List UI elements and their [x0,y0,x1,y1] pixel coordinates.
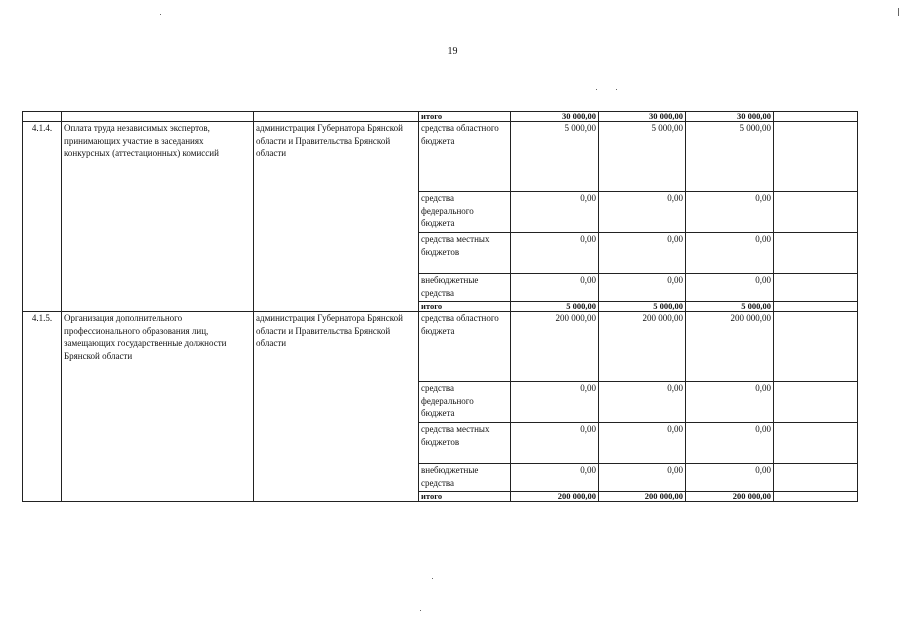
value-cell: 5 000,00 [511,302,599,312]
blank-cell [774,192,858,233]
name-cell [62,112,254,122]
value-cell: 200 000,00 [686,492,774,502]
value-cell: 0,00 [511,192,599,233]
blank-cell [774,382,858,423]
source-cell: средства местных бюджетов [419,233,511,274]
value-cell: 0,00 [686,382,774,423]
value-cell: 0,00 [511,464,599,492]
value-cell: 5 000,00 [511,122,599,192]
source-cell: средства федерального бюджета [419,192,511,233]
budget-table [22,111,858,502]
blank-cell [774,492,858,502]
item-executor: администрация Губернатора Брянской области и Правительства Брянской области [254,312,419,502]
page-number: 19 [447,46,458,57]
value-cell: 0,00 [599,233,686,274]
scan-speck [432,578,433,579]
value-cell: 0,00 [686,423,774,464]
value-cell: 200 000,00 [511,312,599,382]
source-cell: средства областного бюджета [419,312,511,382]
source-cell: внебюджетные средства [419,464,511,492]
value-cell: 0,00 [686,274,774,302]
scan-speck [420,610,421,611]
value-cell: 200 000,00 [686,312,774,382]
item-name: Оплата труда независимых экспертов, принимающих участие в заседаниях конкурсных (аттестационных) комиссий [62,122,254,312]
source-cell: итого [419,302,511,312]
scan-speck [898,8,899,16]
code-cell [23,112,62,122]
scan-speck [616,89,617,90]
item-name: Организация дополнительного профессионального образования лиц, замещающих государственные должности Брянской области [62,312,254,502]
table-row [23,122,858,192]
blank-cell [774,122,858,192]
table-row [23,312,858,382]
value-cell: 0,00 [511,233,599,274]
value-cell: 0,00 [599,382,686,423]
value-cell: 0,00 [511,274,599,302]
value-cell: 200 000,00 [599,492,686,502]
value-cell: 30 000,00 [599,112,686,122]
value-cell: 0,00 [511,423,599,464]
value-cell: 200 000,00 [511,492,599,502]
source-cell: средства областного бюджета [419,122,511,192]
value-cell: 30 000,00 [511,112,599,122]
blank-cell [774,112,858,122]
blank-cell [774,233,858,274]
item-code: 4.1.5. [23,312,62,502]
table-row-top-total [23,112,858,122]
value-cell: 5 000,00 [599,302,686,312]
value-cell: 0,00 [511,382,599,423]
value-cell: 5 000,00 [686,302,774,312]
value-cell: 0,00 [599,464,686,492]
value-cell: 0,00 [599,192,686,233]
source-cell: итого [419,492,511,502]
value-cell: 5 000,00 [686,122,774,192]
value-cell: 0,00 [599,274,686,302]
blank-cell [774,312,858,382]
blank-cell [774,423,858,464]
value-cell: 0,00 [599,423,686,464]
value-cell: 0,00 [686,233,774,274]
source-cell: итого [419,112,511,122]
source-cell: внебюджетные средства [419,274,511,302]
scan-speck [160,14,161,15]
value-cell: 30 000,00 [686,112,774,122]
source-cell: средства местных бюджетов [419,423,511,464]
blank-cell [774,302,858,312]
value-cell: 0,00 [686,464,774,492]
value-cell: 0,00 [686,192,774,233]
value-cell: 200 000,00 [599,312,686,382]
value-cell: 5 000,00 [599,122,686,192]
item-executor: администрация Губернатора Брянской области и Правительства Брянской области [254,122,419,312]
scan-speck [596,89,597,90]
blank-cell [774,464,858,492]
executor-cell [254,112,419,122]
item-code: 4.1.4. [23,122,62,312]
source-cell: средства федерального бюджета [419,382,511,423]
blank-cell [774,274,858,302]
